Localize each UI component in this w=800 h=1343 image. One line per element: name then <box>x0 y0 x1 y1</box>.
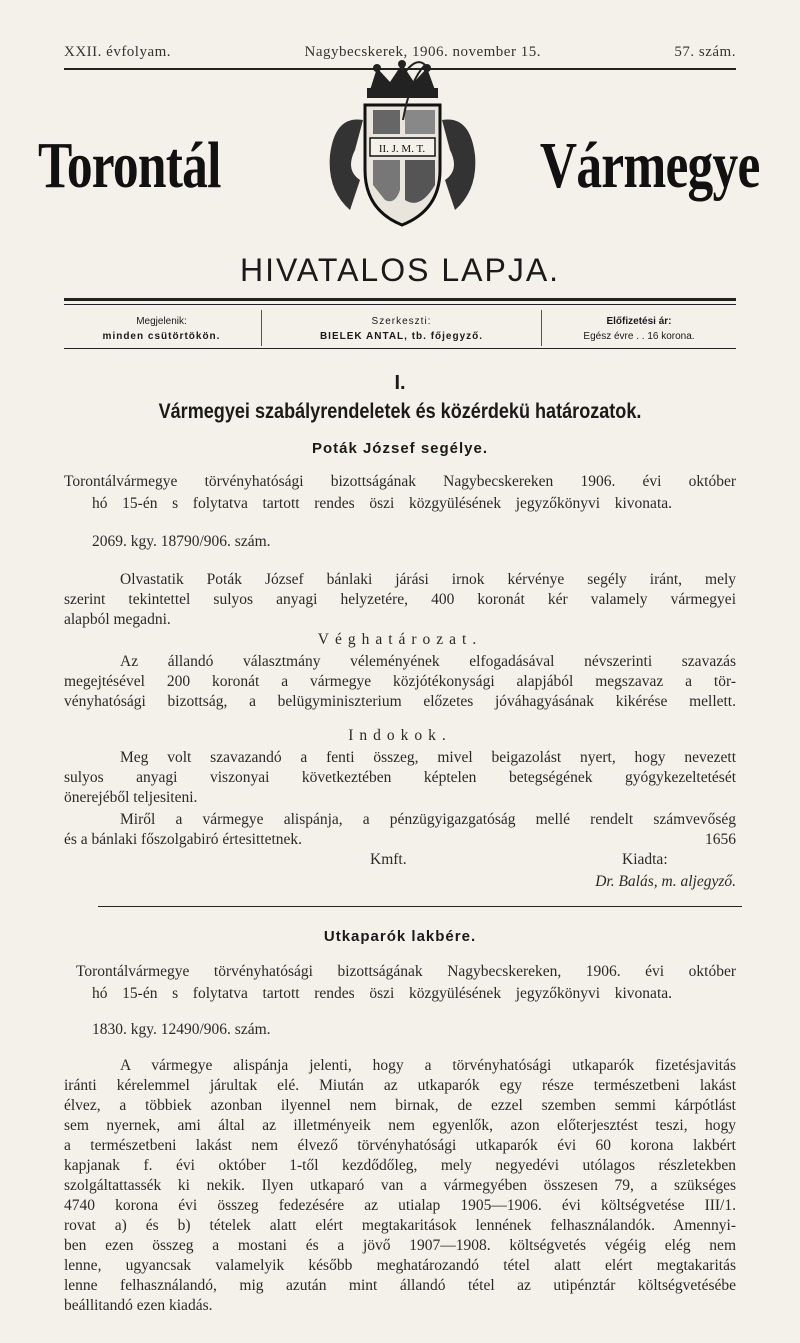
issued-by-label: Kiadta: <box>622 851 668 868</box>
subscription-info-bar <box>64 308 736 348</box>
info-rule-top-thin <box>64 304 736 305</box>
article-body-line: szolgáltattassék ki nekik. Ilyen utkaparó van a vármegyében összesen 79, a szükséges <box>64 1177 736 1194</box>
article-intro-line: hó 15-én s folytatva tartott rendes öszi közgyülésének jegyzőkönyvi kivonata. <box>92 495 672 512</box>
signature-line: Dr. Balás, m. aljegyző. <box>595 873 736 890</box>
article-body-line: élvez, a többiek azonban ilyennel nem birnak, de ezzel szemben semmi kárpótlást <box>64 1097 736 1114</box>
notify-line: és a bánlaki főszolgabiró értesittetnek. <box>64 831 303 848</box>
info-divider <box>541 310 542 346</box>
editor-value: BIELEK ANTAL, tb. főjegyző. <box>319 331 484 342</box>
masthead-title-right: Vármegye <box>540 129 760 202</box>
article-body-line: lenne felhasználandó, mig azután mint állandó tétel az utipénztár költségvetésébe <box>64 1277 736 1294</box>
publish-info <box>64 314 259 344</box>
issue-header-line <box>64 44 736 61</box>
info-divider <box>261 310 262 346</box>
editor-info <box>264 314 539 344</box>
section-heading: Vármegyei szabályrendeletek és közérdekü határozatok. <box>158 400 642 423</box>
article-body-line: sem nyernek, ami által az illetményeik nem egyenlők, azon előterjesztést teszi, hogy <box>64 1117 736 1134</box>
coat-of-arms-icon <box>315 60 490 240</box>
article-intro-line: Torontálvármegye törvényhatósági bizottságának Nagybecskereken, 1906. évi október <box>76 963 736 980</box>
reasons-line: önerejéből teljesiteni. <box>64 789 198 806</box>
article-body-line: alapból megadni. <box>64 611 171 628</box>
crest-label: II. J. M. T. <box>378 143 426 155</box>
article-body-line: beállitandó ezen kiadás. <box>64 1297 213 1314</box>
price-info <box>544 314 734 344</box>
decision-line: megejtésével 200 koronát a vármegye közjótékonysági alapjából megszavaz a tör- <box>64 673 736 690</box>
article-intro-line: hó 15-én s folytatva tartott rendes öszi közgyülésének jegyzőkönyvi kivonata. <box>92 985 672 1002</box>
info-rule-bottom <box>64 348 736 349</box>
issue-number-label: 57. szám. <box>674 44 736 60</box>
article-title: Poták József segélye. <box>311 440 489 457</box>
reasons-heading: Indokok. <box>348 727 452 744</box>
decision-line: vényhatósági bizottság, a belügyminiszterium előzetes jóváhagyásának kikérése mellett. <box>64 693 736 710</box>
article-reference: 1830. kgy. 12490/906. szám. <box>92 1021 271 1038</box>
info-rule-top <box>64 298 736 301</box>
article-body-line: rovat a) és b) tételek alatt elért megtakaritások lennének felhasználandók. Amennyi- <box>64 1217 736 1234</box>
price-value: Egész évre . . 16 korona. <box>583 331 695 342</box>
article-body-line: szerint tekintettel sulyos anyagi helyzetére, 400 koronát kér valamely vármegyei <box>64 591 736 608</box>
masthead <box>38 100 760 240</box>
section-number: I. <box>394 372 406 394</box>
reasons-line: Meg volt szavazandó a fenti összeg, mivel beigazolást nyert, hogy nevezett <box>120 749 736 766</box>
reasons-line: sulyos anyagi viszonyai következtében képtelen betegségének gyógykezeltetését <box>64 769 736 786</box>
article-reference: 2069. kgy. 18790/906. szám. <box>92 533 271 550</box>
masthead-subtitle: HIVATALOS LAPJA. <box>239 252 561 288</box>
article-divider <box>98 906 742 907</box>
price-label: Előfizetési ár: <box>606 316 672 327</box>
article-body-line: 4740 korona évi összeg fedezésére az utialap 1905—1906. évi költségvetése III/1. <box>64 1197 736 1214</box>
kmft-label: Kmft. <box>370 851 407 868</box>
publish-label: Megjelenik: <box>136 316 187 327</box>
decision-line: Az állandó választmány véleményének elfogadásával névszerinti szavazás <box>120 653 736 670</box>
place-date-label: Nagybecskerek, 1906. november 15. <box>304 44 541 60</box>
article-body-line: Olvastatik Poták József bánlaki járási irnok kérvénye segély iránt, mely <box>120 571 736 588</box>
article-body-line: a természetbeni lakást nem élvező törvényhatósági utkaparók évi 60 korona lakbért <box>64 1137 736 1154</box>
article-intro-line: Torontálvármegye törvényhatósági bizottságának Nagybecskereken 1906. évi október <box>64 473 736 490</box>
article-body-line: lenne, ugyancsak valamelyik később meghatározandó tétel alatt elért megtakaritás <box>64 1257 736 1274</box>
article-body-line: A vármegye alispánja jelenti, hogy a törvényhatósági utkaparók fizetésjavitás <box>120 1057 736 1074</box>
article-title: Utkaparók lakbére. <box>323 928 477 945</box>
publish-value: minden csütörtökön. <box>102 331 221 342</box>
editor-label: Szerkeszti: <box>371 316 432 327</box>
masthead-title-left: Torontál <box>38 129 221 202</box>
notify-line: Miről a vármegye alispánja, a pénzügyigazgatóság mellé rendelt számvevőség <box>120 811 736 828</box>
article-body-line: ben ezen összeg a mostani és a jövő 1907—1908. költségvetés végéig elég nem <box>64 1237 736 1254</box>
decision-heading: Véghatározat. <box>317 631 483 648</box>
article-body-line: iránti kérelemmel járultak elé. Miután az utkaparók egy része természetbeni lakást <box>64 1077 736 1094</box>
article-body-line: kapjanak f. évi október 1-től kezdődőleg, mely negyedévi utólagos részletekben <box>64 1157 736 1174</box>
volume-label: XXII. évfolyam. <box>64 44 172 60</box>
record-number: 1656 <box>705 831 736 848</box>
